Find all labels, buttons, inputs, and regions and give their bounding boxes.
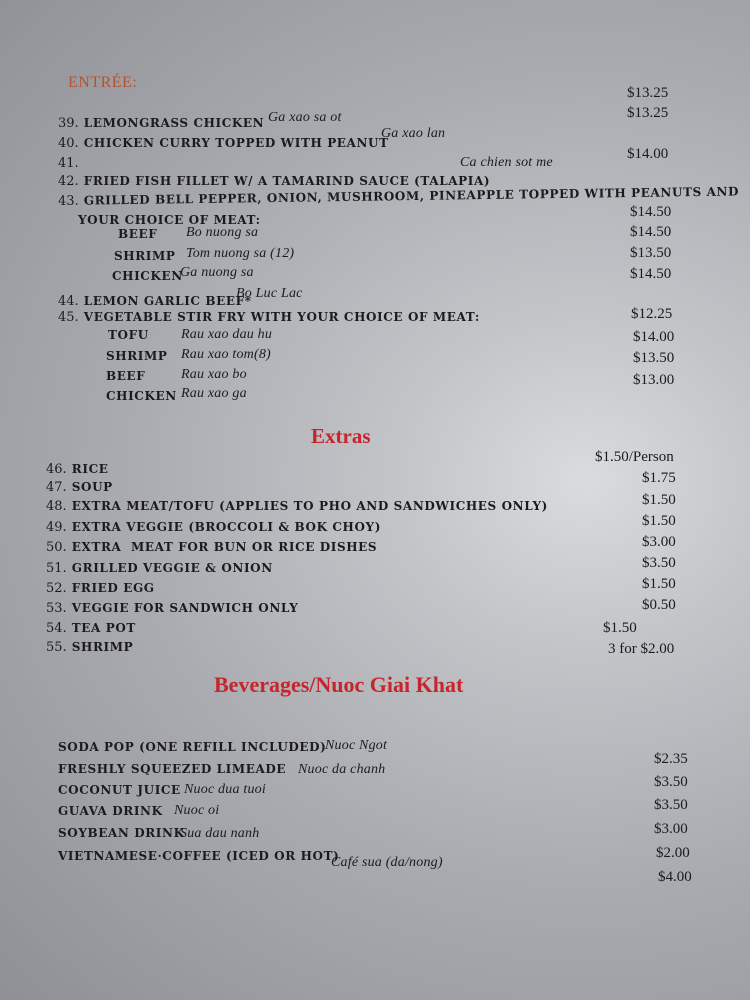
beverage-name: VIETNAMESE·COFFEE (ICED OR HOT) bbox=[58, 849, 340, 863]
item-number: 47. bbox=[46, 480, 67, 495]
item-name: SOUP bbox=[71, 480, 113, 494]
menu-item-51 bbox=[46, 557, 273, 576]
item-price: $13.50 bbox=[633, 350, 675, 366]
beverage-viet-name: Nuoc dua tuoi bbox=[184, 782, 266, 797]
item-viet-name: Rau xao bo bbox=[181, 367, 247, 382]
item-number: 44. bbox=[58, 294, 79, 309]
item-price: $3.00 bbox=[642, 534, 676, 550]
menu-item-46 bbox=[46, 458, 108, 477]
item-name: YOUR CHOICE OF MEAT: bbox=[78, 213, 261, 227]
item-number: 53. bbox=[46, 601, 67, 616]
item-price: $2.35 bbox=[654, 751, 688, 767]
beverage-viet-name: Nuoc Ngot bbox=[325, 738, 388, 753]
item-number: 45. bbox=[58, 310, 79, 325]
beverage-viet-name: Sua dau nanh bbox=[180, 826, 260, 841]
item-viet-name: Rau xao tom(8) bbox=[181, 347, 271, 362]
item-price: $1.50 bbox=[642, 513, 676, 529]
item-price: $1.50 bbox=[642, 576, 676, 592]
menu-item-54 bbox=[46, 617, 136, 636]
item-price: $14.50 bbox=[630, 204, 672, 220]
item-number: 43. bbox=[57, 193, 79, 209]
item-viet-name: Rau xao dau hu bbox=[181, 327, 273, 342]
beverage-name: COCONUT JUICE bbox=[58, 783, 181, 797]
item-number: 46. bbox=[46, 462, 67, 477]
sub-item-name: CHICKEN bbox=[112, 269, 183, 283]
entree-top-price: $13.25 bbox=[627, 85, 669, 101]
item-viet-name: Ga xao lan bbox=[381, 126, 446, 141]
item-price: 3 for $2.00 bbox=[608, 641, 675, 657]
menu-item-50 bbox=[46, 536, 377, 555]
beverage-viet-name: Café sua (da/nong) bbox=[331, 855, 443, 870]
item-number: 40. bbox=[58, 136, 79, 151]
item-name: EXTRA MEAT FOR BUN OR RICE DISHES bbox=[71, 540, 378, 554]
sub-item-name: TOFU bbox=[108, 328, 149, 342]
menu-item-48 bbox=[46, 495, 548, 514]
sub-item-name: BEEF bbox=[106, 369, 146, 383]
item-price: $13.50 bbox=[630, 245, 672, 261]
item-price: $1.50 bbox=[642, 492, 676, 508]
sub-item-name: CHICKEN bbox=[106, 389, 177, 403]
item-price: $13.25 bbox=[627, 105, 669, 121]
menu-item-40 bbox=[58, 132, 389, 151]
item-number: 41. bbox=[58, 156, 79, 171]
menu-item-45 bbox=[58, 306, 480, 325]
sub-item-name: SHRIMP bbox=[106, 349, 168, 363]
item-viet-name: Bo Luc Lac bbox=[236, 286, 303, 301]
menu-item-41 bbox=[58, 152, 79, 171]
menu-item-49 bbox=[46, 516, 381, 535]
item-price: $4.00 bbox=[658, 869, 692, 885]
item-name: GRILLED BELL PEPPER, ONION, MUSHROOM, PINEAPPLE TOPPED WITH PEANUTS AND bbox=[83, 184, 740, 208]
item-name: GRILLED VEGGIE & ONION bbox=[71, 561, 273, 575]
item-number: 49. bbox=[46, 520, 67, 535]
beverage-name: SOYBEAN DRINK bbox=[58, 826, 185, 840]
beverage-viet-name: Nuoc oi bbox=[174, 803, 220, 818]
item-price: $13.00 bbox=[633, 372, 675, 388]
item-number: 50. bbox=[46, 540, 67, 555]
item-name: RICE bbox=[71, 462, 109, 476]
item-price: $1.50/Person bbox=[595, 449, 674, 465]
item-viet-name: Bo nuong sa bbox=[186, 225, 259, 240]
item-viet-name: Ca chien sot me bbox=[460, 155, 553, 170]
beverage-name: SODA POP (ONE REFILL INCLUDED) bbox=[58, 740, 327, 754]
item-price: $3.50 bbox=[642, 555, 676, 571]
menu-item-47 bbox=[46, 476, 113, 495]
menu-item-52 bbox=[46, 577, 155, 596]
item-name: FRIED EGG bbox=[71, 581, 155, 595]
item-price: $2.00 bbox=[656, 845, 690, 861]
item-name: TEA POT bbox=[71, 621, 136, 635]
item-number: 55. bbox=[46, 640, 67, 655]
sub-item-name: BEEF bbox=[118, 227, 158, 241]
item-number: 54. bbox=[46, 621, 67, 636]
item-price: $3.50 bbox=[654, 774, 688, 790]
beverage-name: FRESHLY SQUEEZED LIMEADE bbox=[58, 762, 287, 776]
item-price: $0.50 bbox=[642, 597, 676, 613]
item-viet-name: Rau xao ga bbox=[181, 386, 247, 401]
item-number: 39. bbox=[58, 116, 79, 131]
item-viet-name: Tom nuong sa (12) bbox=[186, 246, 295, 261]
item-name: CHICKEN CURRY TOPPED WITH PEANUT bbox=[83, 136, 389, 150]
item-name: FRIED FISH FILLET W/ A TAMARIND SAUCE (TALAPIA) bbox=[83, 174, 491, 188]
menu-item-53 bbox=[46, 597, 298, 616]
item-price: $1.75 bbox=[642, 470, 676, 486]
item-name: LEMONGRASS CHICKEN bbox=[83, 116, 265, 130]
item-name: LEMON GARLIC BEEF* bbox=[83, 294, 252, 308]
menu-item-55 bbox=[46, 636, 133, 655]
item-price: $3.50 bbox=[654, 797, 688, 813]
item-number: 42. bbox=[58, 174, 79, 189]
entree-heading: ENTRÉE: bbox=[68, 74, 138, 91]
item-price: $14.00 bbox=[627, 146, 669, 162]
item-price: $14.50 bbox=[630, 266, 672, 282]
item-name: VEGETABLE STIR FRY WITH YOUR CHOICE OF MEAT: bbox=[83, 310, 480, 324]
beverage-viet-name: Nuoc da chanh bbox=[298, 762, 386, 777]
item-number: 51. bbox=[46, 561, 67, 576]
item-price: $14.00 bbox=[633, 329, 675, 345]
item-price: $3.00 bbox=[654, 821, 688, 837]
menu-item-39 bbox=[58, 112, 264, 131]
item-name: EXTRA MEAT/TOFU (APPLIES TO PHO AND SANDWICHES ONLY) bbox=[71, 499, 548, 513]
beverages-heading: Beverages/Nuoc Giai Khat bbox=[214, 672, 464, 697]
item-viet-name: Ga nuong sa bbox=[180, 265, 254, 280]
extras-heading: Extras bbox=[311, 424, 371, 448]
item-name: VEGGIE FOR SANDWICH ONLY bbox=[71, 601, 299, 615]
item-viet-name: Ga xao sa ot bbox=[268, 110, 342, 125]
item-name: EXTRA VEGGIE (BROCCOLI & BOK CHOY) bbox=[71, 520, 381, 534]
item-price: $1.50 bbox=[603, 620, 637, 636]
item-price: $12.25 bbox=[631, 306, 673, 322]
item-price: $14.50 bbox=[630, 224, 672, 240]
item-name: SHRIMP bbox=[71, 640, 134, 654]
item-number: 52. bbox=[46, 581, 67, 596]
sub-item-name: SHRIMP bbox=[114, 249, 176, 263]
item-number: 48. bbox=[46, 499, 67, 514]
beverage-name: GUAVA DRINK bbox=[58, 804, 163, 818]
